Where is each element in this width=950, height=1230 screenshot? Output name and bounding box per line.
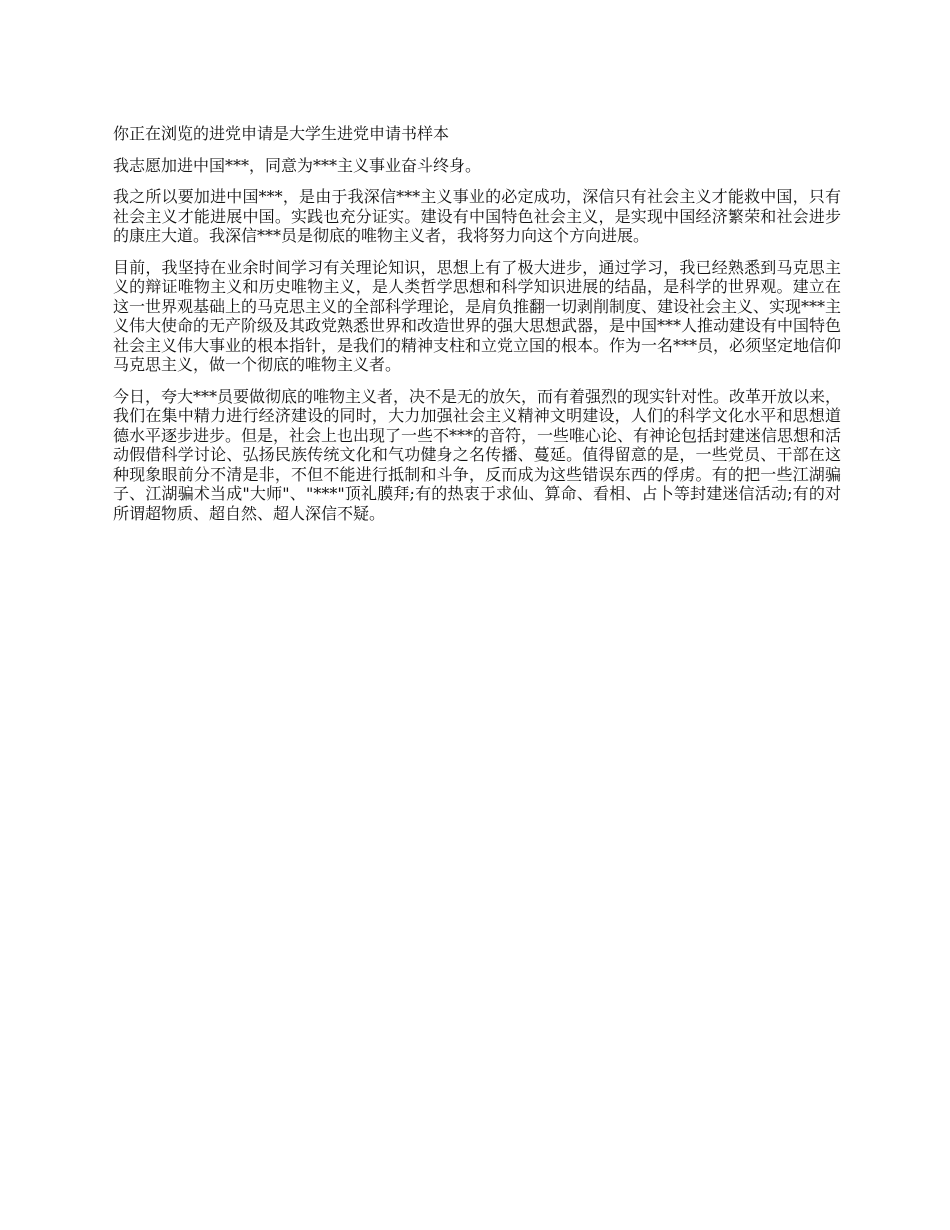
document-body [113,124,841,535]
paragraph-reason: 我之所以要加进中国***，是由于我深信***主义事业的必定成功，深信只有社会主义才能救中国，只有社会主义才能进展中国。实践也充分证实。建设有中国特色社会主义，是实现中国经济繁荣和社会进步的康庄大道。我深信***员是彻底的唯物主义者，我将努力向这个方向进展。 [113,187,841,245]
paragraph-pledge: 我志愿加进中国***，同意为***主义事业奋斗终身。 [113,155,482,175]
document-title-line: 你正在浏览的进党申请是大学生进党申请书样本 [113,124,450,143]
paragraph-reality: 今日，夸大***员要做彻底的唯物主义者，决不是无的放矢，而有着强烈的现实针对性。改革开放以来，我们在集中精力进行经济建设的同时，大力加强社会主义精神文明建设，人们的科学文化水平和思想道德水平逐步进步。但是，社会上也出现了一些不***的音符，一些唯心论、有神论包括封建迷信思想和活动假借科学讨论、弘扬民族传统文化和气功健身之名传播、蔓延。值得留意的是，一些党员、干部在这种现象眼前分不清是非，不但不能进行抵制和斗争，反而成为这些错误东西的俘虏。有的把一些江湖骗子、江湖骗术当成"大师"、"***"顶礼膜拜;有的热衷于求仙、算命、看相、占卜等封建迷信活动;有的对所谓超物质、超自然、超人深信不疑。 [113,386,842,523]
paragraph-study: 目前，我坚持在业余时间学习有关理论知识，思想上有了极大进步，通过学习，我已经熟悉到马克思主义的辩证唯物主义和历史唯物主义，是人类哲学思想和科学知识进展的结晶，是科学的世界观。建立在这一世界观基础上的马克思主义的全部科学理论，是肩负推翻一切剥削制度、建设社会主义、实现***主义伟大使命的无产阶级及其政党熟悉世界和改造世界的强大思想武器，是中国***人推动建设有中国特色社会主义伟大事业的根本指针，是我们的精神支柱和立党立国的根本。作为一名***员，必须坚定地信仰马克思主义，做一个彻底的唯物主义者。 [113,257,842,374]
